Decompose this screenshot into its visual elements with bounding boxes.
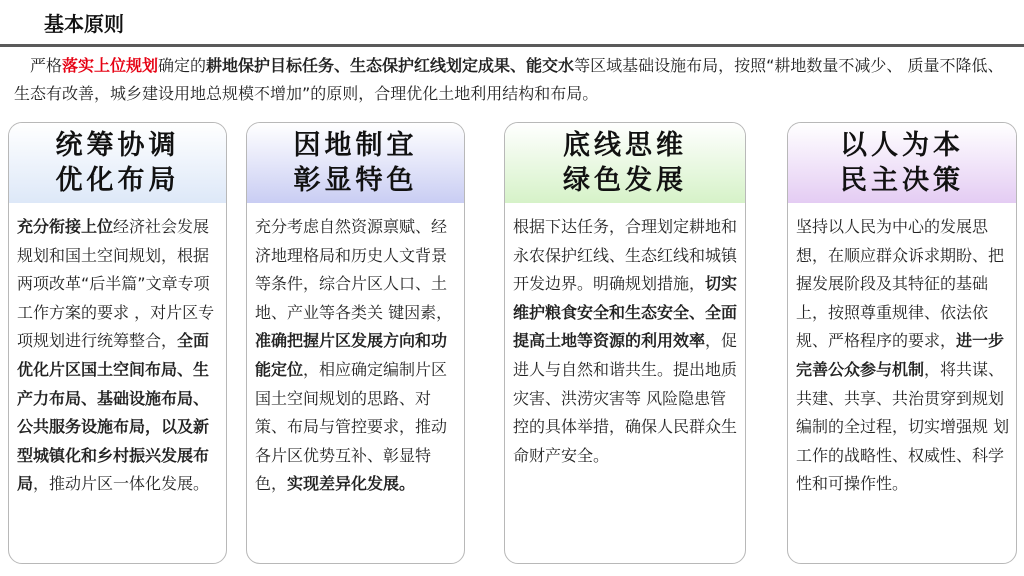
card-body-text: 根据下达任务，合理划定耕地和永农保护红线、生态红线和城镇开发边界。明确规划措施， [513, 217, 738, 294]
intro-highlight: 落实上位规划 [62, 56, 159, 75]
card-title-line: 民主决策 [840, 165, 964, 196]
card-body-bold: 全面优化片区国土空间布局、生产力布局、基础设施布局、公共服务设施布局，以及新型城镇化和乡村振兴发展布局 [17, 331, 210, 494]
card-body-text: 坚持以人民为中心的发展思想，在顺应群众诉求期盼、把握发展阶段及其特征的基础上，按照尊重规律、依法依规、严格程序的要求， [796, 217, 1005, 351]
card-body [796, 213, 1010, 499]
intro-paragraph [14, 52, 1014, 108]
intro-text: 严格 [30, 56, 63, 75]
card-body-text: ，将共谋、共建、共享、共治贯穿到规划编制的全过程，切实增强规 划工作的战略性、权威性、科学性和可操作性。 [796, 359, 1010, 494]
card-body-bold: 进一步完善公众参与机制 [796, 331, 1005, 379]
card-body-bold: 实现差异化发展。 [287, 474, 416, 494]
card-body-text: ，推动片区一体化发展。 [33, 474, 210, 494]
page-title: 基本原则 [44, 12, 124, 36]
card-title-line: 以人为本 [840, 130, 964, 161]
card-title-line: 彰显特色 [293, 165, 418, 196]
card-body-bold: 切实维护粮食安全和生态安全、全面提高土地等资源的利用效率 [513, 274, 738, 351]
intro-text: 确定的 [158, 56, 207, 75]
intro-text: 等区域基础设施布局，按照“耕地数量不减少、 质量不降低、生态有改善，城乡建设用地总规模不增加”的原则，合理优化土地利用结构和布局。 [14, 56, 1004, 103]
principle-card [504, 122, 746, 564]
principle-card [787, 122, 1017, 564]
card-body-text: ，相应确定编制片区国土空间规划的思路、对策、布局与管控要求，推动各片区优势互补、彰显特色， [255, 359, 448, 494]
card-body-text: 经济社会发展规划和国土空间规划，根据两项改革“后半篇”文章专项工作方案的要求 ，对片区专项规划进行统筹整合， [17, 217, 215, 351]
card-title-line: 优化布局 [55, 165, 180, 196]
card-header [505, 123, 745, 203]
card-header [247, 123, 464, 203]
card-body-text: ，促进人与自然和谐共生。提出地质灾害、洪涝灾害等 风险隐患管控的具体举措，确保人民群众生命财产安全。 [513, 331, 738, 465]
card-title-line: 因地制宜 [293, 130, 418, 161]
card-title-line: 绿色发展 [563, 165, 687, 196]
card-title-line: 底线思维 [563, 130, 687, 161]
card-body-bold: 充分衔接上位 [17, 217, 114, 236]
card-body [513, 213, 739, 470]
card-body [255, 213, 458, 499]
card-body [17, 213, 220, 499]
card-title-line: 统筹协调 [55, 130, 180, 161]
title-divider [0, 44, 1024, 47]
principle-card [246, 122, 465, 564]
card-body-bold: 准确把握片区发展方向和功能定位 [255, 331, 448, 379]
card-body-text: 充分考虑自然资源禀赋、经济地理格局和历史人文背景等条件，综合片区人口、土地、产业等各类关 键因素， [255, 217, 453, 322]
card-header [9, 123, 226, 203]
principle-card [8, 122, 227, 564]
intro-bold: 耕地保护目标任务、生态保护红线划定成果、能交水 [206, 56, 575, 75]
card-header [788, 123, 1016, 203]
